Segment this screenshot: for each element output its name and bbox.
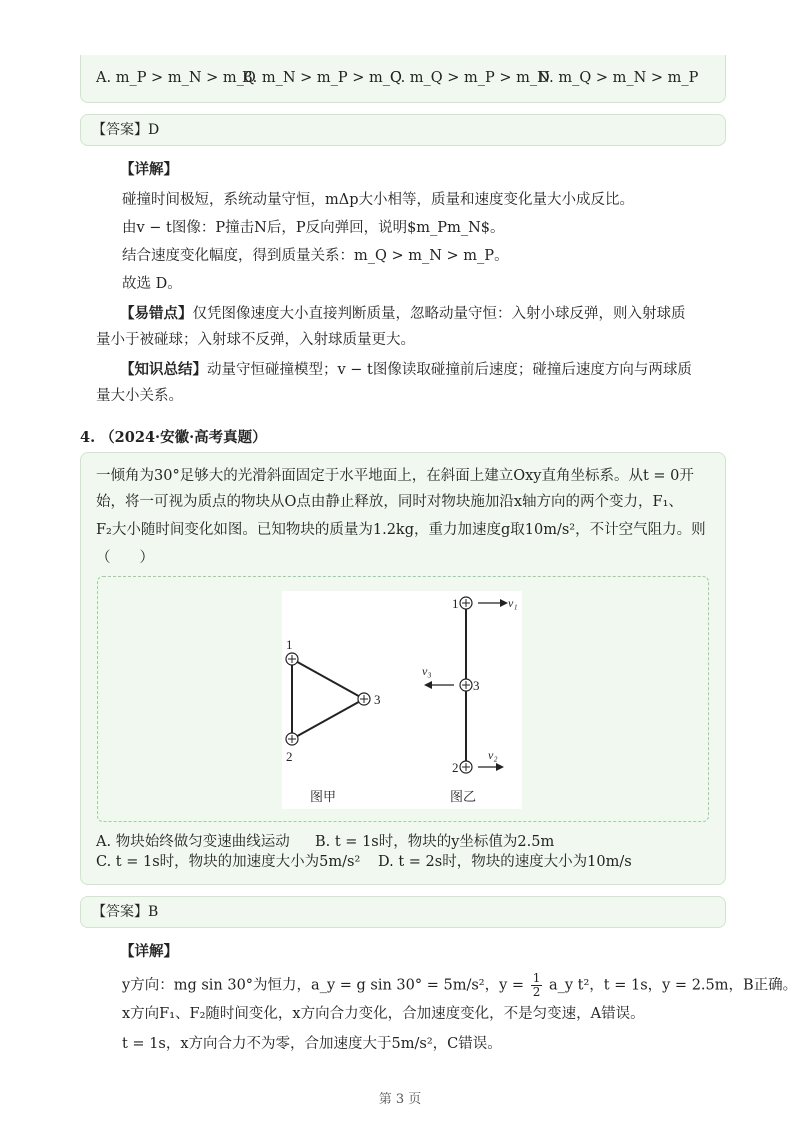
q3-option-c: C. m_Q > m_P > m_N (390, 70, 550, 86)
figure-frame (97, 576, 709, 822)
caption-left: 图甲 (310, 790, 337, 805)
figure-image (282, 591, 522, 809)
error-text: 仅凭图像速度大小直接判断质量，忽略动量守恒：入射小球反弹，则入射球质 (192, 306, 686, 322)
node-1-plus-icon (286, 653, 298, 665)
q3-option-a: A. m_P > m_N > m_Q (96, 70, 256, 86)
q4-option-a: A. 物块始终做匀变速曲线运动 (96, 834, 290, 850)
arrow-right-icon (478, 599, 508, 607)
node-3-plus-icon (358, 693, 370, 705)
v2-label: v₂ (488, 748, 498, 762)
q3-detail-line3: 结合速度变化幅度，得到质量关系：m_Q > m_N > m_P。 (122, 248, 509, 264)
v1-label: v₁ (508, 596, 518, 610)
q4-option-b: B. t = 1s时，物块的y坐标值为2.5m (315, 834, 555, 850)
caption-right: 图乙 (450, 790, 477, 805)
q3-detail-line4: 故选 D。 (122, 276, 182, 292)
q3-detail-line1: 碰撞时间极短，系统动量守恒，mΔp大小相等，质量和速度变化量大小成反比。 (122, 192, 634, 208)
q4-option-c: C. t = 1s时，物块的加速度大小为5m/s² (96, 854, 361, 870)
q3-answer (92, 120, 159, 140)
q3-summary-line2: 量大小关系。 (96, 388, 183, 404)
v3-label: v₃ (422, 664, 432, 678)
answer-value: B (148, 904, 159, 920)
q4-option-d: D. t = 2s时，物块的速度大小为10m/s (378, 854, 632, 870)
page-number: 第 3 页 (378, 1092, 422, 1107)
tri-label-3: 3 (374, 692, 381, 707)
q3-detail-line2: 由v − t图像：P撞击N后，P反向弹回，说明$m_Pm_N$。 (122, 220, 505, 236)
q3-option-d: D. m_Q > m_N > m_P (538, 70, 699, 86)
vnode-2-plus-icon (460, 761, 472, 773)
q3-detail-heading: 【详解】 (120, 161, 178, 178)
q3-answer-bar (80, 114, 726, 146)
vnode-3-plus-icon (460, 679, 472, 691)
arrow-right-icon (478, 763, 504, 771)
q3-option-b: B. m_N > m_P > m_Q (242, 70, 402, 86)
q3-error-line2: 量小于被碰球；入射球不反弹，入射球质量更大。 (96, 332, 415, 348)
q3-error-line1 (120, 304, 686, 324)
q4-answer (92, 902, 158, 922)
tri-label-1: 1 (286, 637, 293, 652)
summary-label: 【知识总结】 (120, 361, 207, 378)
answer-label: 【答案】 (92, 904, 148, 920)
fraction-num: 1 (532, 971, 541, 985)
summary-text: 动量守恒碰撞模型；v − t图像读取碰撞前后速度；碰撞后速度方向与两球质 (207, 362, 692, 378)
q3-summary-line1 (120, 360, 692, 380)
node-2-plus-icon (286, 733, 298, 745)
q4-detail-line2: x方向F₁、F₂随时间变化，x方向合力变化，合加速度变化，不是匀变速，A错误。 (122, 1006, 645, 1022)
vnode-1-plus-icon (460, 597, 472, 609)
vert-label-3: 3 (473, 678, 480, 693)
tri-label-2: 2 (286, 749, 293, 764)
error-label: 【易错点】 (120, 305, 193, 322)
vert-label-2: 2 (452, 760, 459, 775)
q4-stem-line4: （ ） (96, 550, 154, 566)
fraction (531, 972, 543, 999)
vert-label-1: 1 (452, 596, 459, 611)
detail-text-b: a_y t²，t = 1s，y = 2.5m，B正确。 (548, 977, 798, 994)
q4-stem-line2: 始，将一可视为质点的物块从O点由静止释放，同时对物块施加沿x轴方向的两个变力，F₁、 (96, 494, 683, 510)
q4-header: 4. （2024·安徽·高考真题） (80, 429, 267, 446)
q4-detail-heading: 【详解】 (120, 943, 178, 960)
q4-stem-line3: F₂大小随时间变化如图。已知物块的质量为1.2kg，重力加速度g取10m/s²，不计空气阻力。则 (96, 522, 706, 538)
fraction-den: 2 (532, 985, 541, 999)
arrow-left-icon (424, 681, 454, 689)
answer-value: D (148, 122, 160, 138)
answer-label: 【答案】 (92, 122, 148, 138)
figure-diagram (282, 591, 522, 809)
q4-detail-line3: t = 1s，x方向合力不为零，合加速度大于5m/s²，C错误。 (122, 1036, 502, 1052)
q4-detail-line1 (122, 972, 797, 999)
detail-text-a: y方向：mg sin 30°为恒力，a_y = g sin 30° = 5m/s²，y = (122, 977, 525, 994)
q4-stem-line1: 一倾角为30°足够大的光滑斜面固定于水平地面上，在斜面上建立Oxy直角坐标系。从t = 0开 (96, 468, 694, 484)
q4-answer-bar (80, 896, 726, 928)
